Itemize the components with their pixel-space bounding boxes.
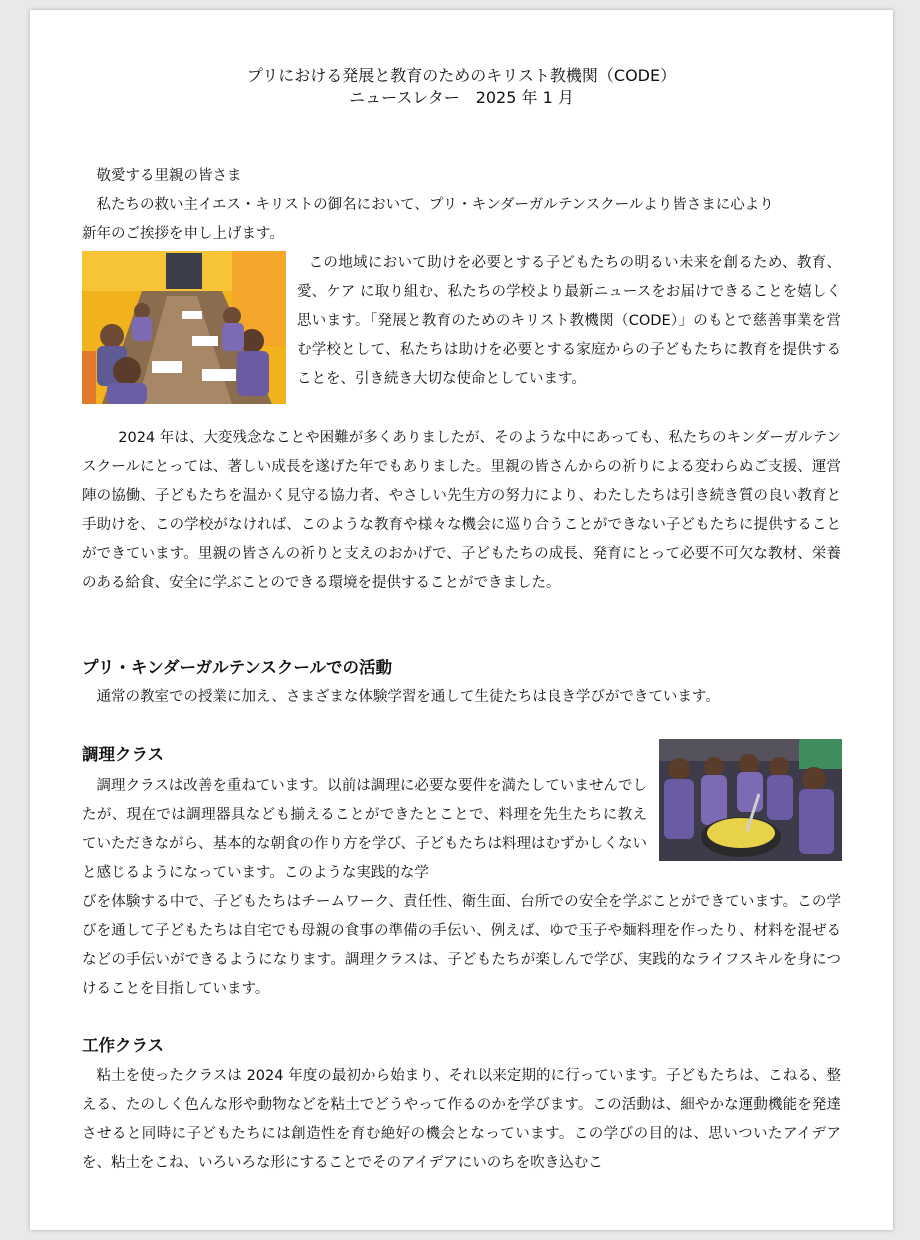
- greeting-line-1: 私たちの救い主イエス・キリストの御名において、プリ・キンダーガルテンスクールより皆さまに心より: [96, 197, 774, 213]
- intro-paragraph: この地域において助けを必要とする子どもたちの明るい未来を創るため、教育、愛、ケア に取り組む、私たちの学校より最新ニュースをお届けできることを嬉しく思います。「発展と教育のためのキリスト教機関（CODE）」のもとで慈善事業を営む学校として、私たちは助けを必要とする家庭からの子どもたちに教育を提供することを、引き続き大切な使命としています。: [297, 255, 841, 387]
- newsletter-date: ニュースレター 2025 年 1 月: [349, 88, 574, 107]
- salutation: 敬愛する里親の皆さま: [96, 168, 242, 184]
- classroom-photo: [82, 251, 286, 404]
- activities-paragraph: 通常の教室での授業に加え、さまざまな体験学習を通して生徒たちは良き学びができています。: [96, 689, 720, 705]
- newsletter-title: プリにおける発展と教育のためのキリスト教機関（CODE）: [246, 66, 677, 85]
- cooking-photo: [659, 739, 842, 861]
- greeting-line-2: 新年のご挨拶を申し上げます。: [82, 226, 284, 242]
- cooking-paragraph-bottom: びを体験する中で、子どもたちはチームワーク、責任性、衛生面、台所での安全を学ぶことができています。この学びを通して子どもたちは自宅でも母親の食事の準備の手伝い、例えば、ゆで玉子や麺料理を作ったり、材料を混ぜるなどの手伝いができるようになります。調理クラスは、子どもたちが楽しんで学び、実践的なライフスキルを身につけることを目指しています。: [82, 894, 841, 997]
- newsletter-page: [30, 10, 893, 1230]
- crafts-heading: 工作クラス: [82, 1036, 165, 1055]
- year-review-paragraph: 2024 年は、大変残念なことや困難が多くありましたが、そのような中にあっても、私たちのキンダーガルテンスクールにとっては、著しい成長を遂げた年でもありました。里親の皆さんからの祈りによる変わらぬご支援、運営陣の協働、子どもたちを温かく見守る協力者、やさしい先生方の努力により、わたしたちは引き続き質の良い教育と手助けを、この学校がなければ、このような教育や様々な機会に巡り合うことができない子どもたちに提供することができています。里親の皆さんの祈りと支えのおかげで、子どもたちの成長、発育にとって必要不可欠な教材、栄養のある給食、安全に学ぶことのできる環境を提供することができました。: [82, 430, 841, 591]
- crafts-paragraph: 粘土を使ったクラスは 2024 年度の最初から始まり、それ以来定期的に行っています。子どもたちは、こねる、整える、たのしく色んな形や動物などを粘土でどうやって作るのかを学びます。この活動は、細やかな運動機能を発達させると同時に子どもたちには創造性を育む絶好の機会となっています。この学びの目的は、思いついたアイデアを、粘土をこね、いろいろな形にすることでそのアイデアにいのちを吹き込むこ: [82, 1068, 841, 1171]
- cooking-heading: 調理クラス: [82, 745, 165, 764]
- cooking-paragraph-top: 調理クラスは改善を重ねています。以前は調理に必要な要件を満たしていませんでしたが、現在では調理器具なども揃えることができたとことで、料理を先生たちに教えていただきながら、基本的な朝食の作り方を学び、子どもたちは料理はむずかしくないと感じるようになっています。このような実践的な学: [82, 778, 647, 881]
- activities-heading: プリ・キンダーガルテンスクールでの活動: [82, 658, 393, 677]
